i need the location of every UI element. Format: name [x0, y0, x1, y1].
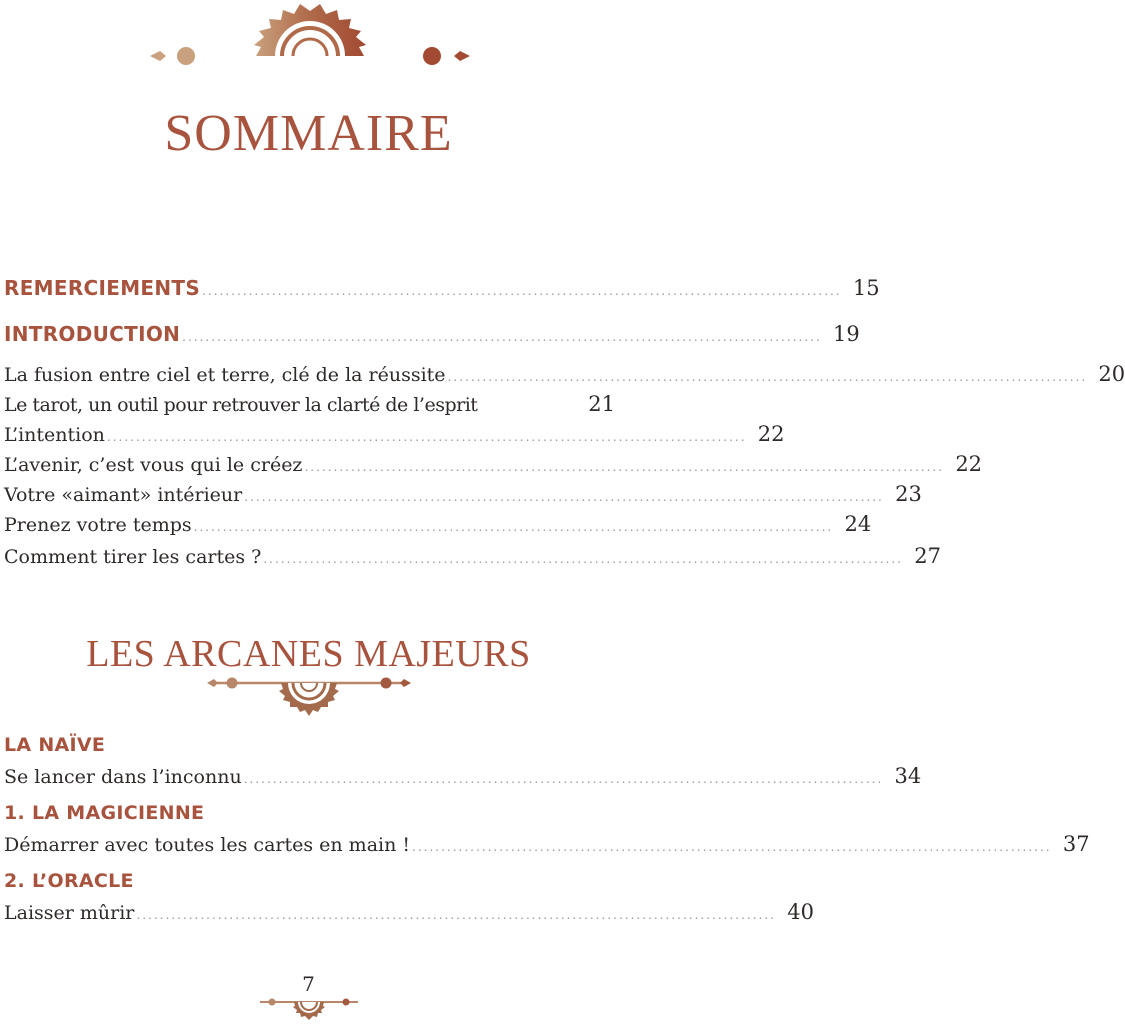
arcana-entry-row[interactable]	[4, 764, 922, 792]
toc-page-number: 21	[588, 392, 615, 416]
toc-row[interactable]	[4, 322, 860, 350]
page-number: 7	[302, 972, 315, 996]
arcana-entry-row[interactable]	[4, 900, 814, 928]
dot-leader: ..............................................................................................................	[202, 284, 842, 298]
arcana-entry-label: Démarrer avec toutes les cartes en main !	[4, 834, 411, 856]
dot-leader: ..............................................................................................................	[182, 330, 822, 344]
dot-leader: ..............................................................................................................	[304, 460, 945, 474]
arcana-page-number: 34	[894, 764, 922, 788]
dot-leader: ..............................................................................................................	[193, 520, 834, 534]
toc-heading-label: INTRODUCTION	[4, 322, 181, 346]
toc-page-number: 24	[844, 512, 872, 536]
section-title: LES ARCANES MAJEURS	[86, 633, 531, 675]
toc-row[interactable]	[4, 422, 785, 450]
toc-row[interactable]	[4, 392, 615, 420]
dot-leader: ..............................................................................................................	[244, 490, 884, 504]
toc-page-number: 19	[833, 322, 860, 346]
arcana-page-number: 37	[1062, 832, 1090, 856]
toc-entry-label: La fusion entre ciel et terre, clé de la réussite	[4, 364, 446, 386]
arcana-title: LA NAÏVE	[4, 734, 106, 756]
toc-entry-label: Le tarot, un outil pour retrouver la clarté de l’esprit	[4, 394, 478, 416]
toc-entry-label: Comment tirer les cartes ?	[4, 546, 262, 568]
toc-row[interactable]	[4, 544, 941, 572]
page-title: SOMMAIRE	[164, 105, 453, 162]
dot-leader: ..............................................................................................................	[447, 370, 1088, 384]
toc-page-number: 15	[852, 276, 880, 300]
section-sun-ornament-icon	[206, 674, 412, 718]
arcana-entry-row[interactable]	[4, 832, 1090, 860]
toc-entry-label: Votre «aimant» intérieur	[4, 484, 243, 506]
toc-row[interactable]	[4, 512, 872, 540]
toc-row[interactable]	[4, 452, 983, 480]
arcana-title: 2. L’ORACLE	[4, 870, 134, 892]
dot-leader: ..............................................................................................................	[136, 908, 776, 922]
toc-heading-label: REMERCIEMENTS	[4, 276, 201, 300]
toc-row[interactable]	[4, 276, 880, 304]
dot-leader: ..............................................................................................................	[412, 840, 1052, 854]
top-sun-ornament-icon	[148, 0, 472, 70]
arcana-entry-label: Se lancer dans l’inconnu	[4, 766, 242, 788]
toc-page-number: 22	[955, 452, 983, 476]
dot-leader: ..............................................................................................................	[106, 430, 747, 444]
arcana-entry-label: Laisser mûrir	[4, 902, 135, 924]
toc-page-number: 20	[1098, 362, 1125, 386]
dot-leader: ..............................................................................................................	[243, 772, 884, 786]
toc-page-number: 23	[895, 482, 922, 506]
toc-entry-label: Prenez votre temps	[4, 514, 192, 536]
arcana-page-number: 40	[787, 900, 814, 924]
toc-entry-label: L’intention	[4, 424, 105, 446]
dot-leader: ..............................................................................................................	[263, 552, 903, 566]
toc-row[interactable]	[4, 482, 922, 510]
footer-sun-ornament-icon	[256, 996, 362, 1024]
toc-entry-label: L’avenir, c’est vous qui le créez	[4, 454, 303, 476]
arcana-title: 1. LA MAGICIENNE	[4, 802, 205, 824]
toc-page-number: 27	[914, 544, 941, 568]
toc-page-number: 22	[757, 422, 785, 446]
toc-row[interactable]	[4, 362, 1125, 390]
